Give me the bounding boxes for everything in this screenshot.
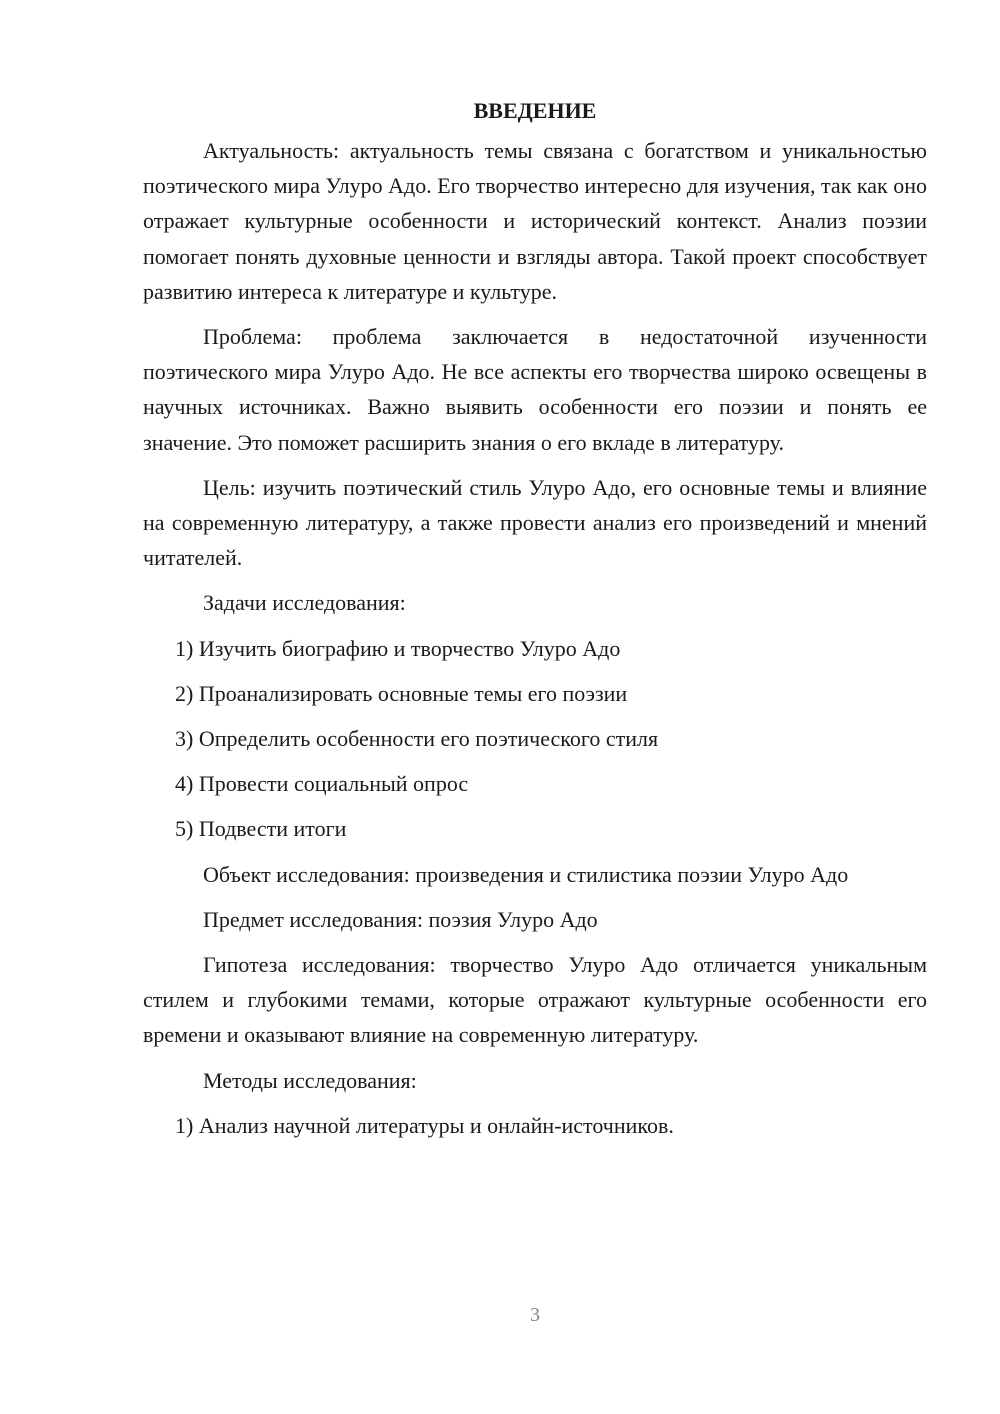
object-paragraph: Объект исследования: произведения и стилистика поэзии Улуро Адо	[203, 861, 849, 887]
tasks-heading: Задачи исследования:	[203, 590, 406, 616]
section-title: ВВЕДЕНИЕ	[473, 98, 597, 123]
goal-paragraph: Цель: изучить поэтический стиль Улуро Адо, его основные темы и влияние на современную литературу, а также провести анализ его произведений и мнений читателей.	[143, 474, 927, 571]
method-item: 1) Анализ научной литературы и онлайн-источников.	[175, 1112, 674, 1138]
task-item: 3) Определить особенности его поэтического стиля	[175, 726, 659, 752]
problem-paragraph: Проблема: проблема заключается в недостаточной изученности поэтического мира Улуро Адо. Не все аспекты его творчества широко освещены в научных источниках. Важно выявить особенности его поэзии и понять ее значение. Это поможет расширить знания о его вкладе в литературу.	[143, 324, 927, 455]
tasks-list	[143, 631, 927, 847]
task-item: 4) Провести социальный опрос	[175, 771, 469, 797]
hypothesis-paragraph: Гипотеза исследования: творчество Улуро Адо отличается уникальным стилем и глубокими темами, которые отражают культурные особенности его времени и оказывают влияние на современную литературу.	[143, 952, 927, 1048]
page-number: 3	[530, 1304, 540, 1326]
relevance-paragraph: Актуальность: актуальность темы связана с богатством и уникальностью поэтического мира Улуро Адо. Его творчество интересно для изучения, так как оно отражает культурные особенности и исторический контекст. Анализ поэзии помогает понять духовные ценности и взгляды автора. Такой проект способствует развитию интереса к литературе и культуре.	[143, 138, 927, 304]
methods-list	[143, 1108, 927, 1143]
subject-paragraph: Предмет исследования: поэзия Улуро Адо	[203, 906, 598, 932]
task-item: 5) Подвести итоги	[175, 816, 347, 842]
task-item: 1) Изучить биографию и творчество Улуро Адо	[175, 635, 621, 661]
task-item: 2) Проанализировать основные темы его поэзии	[175, 680, 628, 706]
methods-heading: Методы исследования:	[203, 1067, 417, 1093]
document-page	[143, 93, 927, 1153]
